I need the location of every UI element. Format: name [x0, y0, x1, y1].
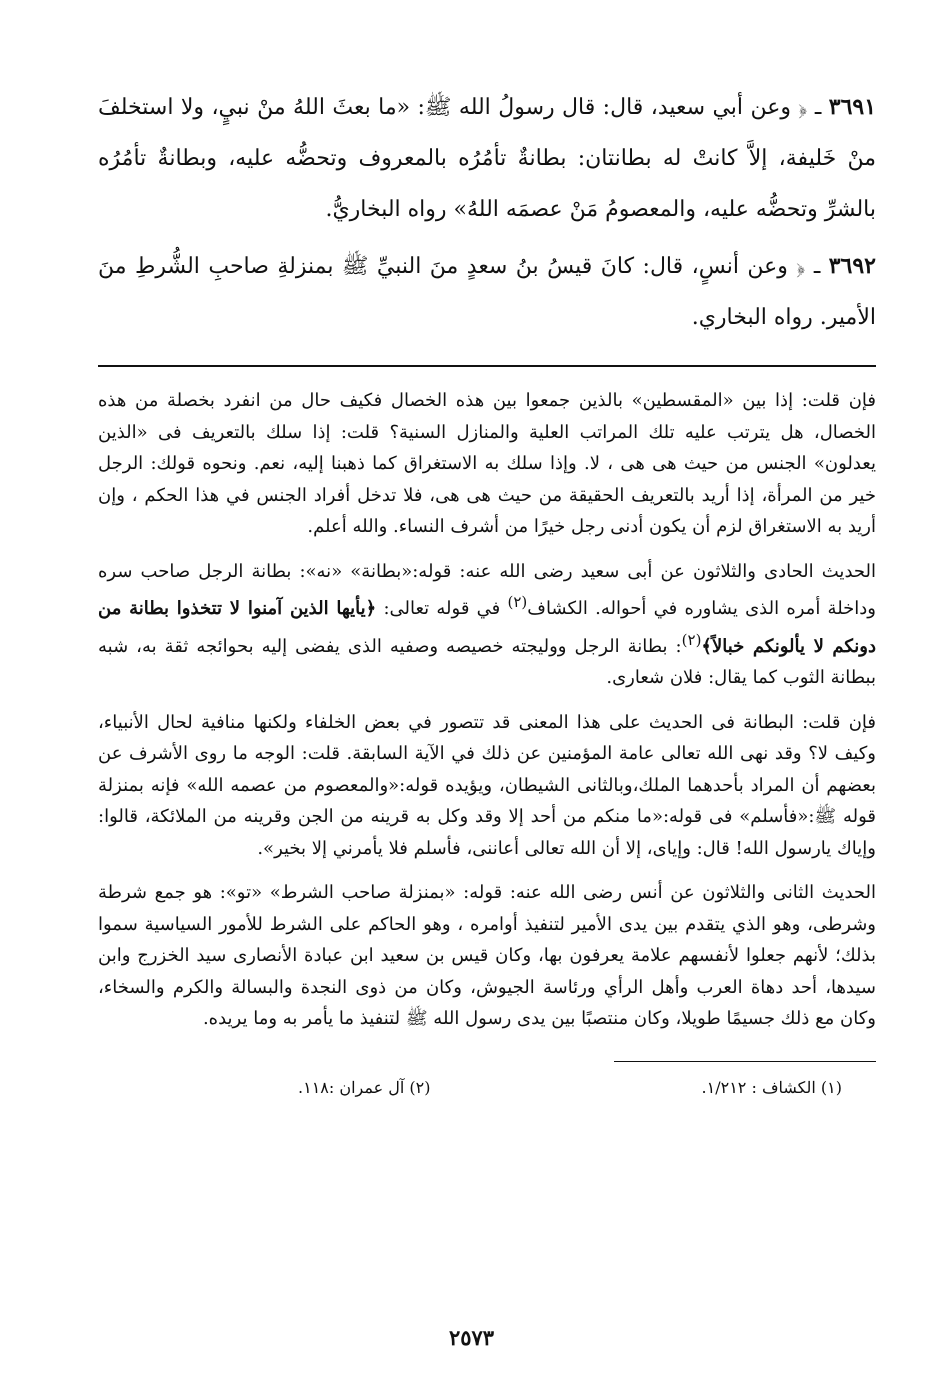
commentary-text: الحديث الحادى والثلاثون عن أبى سعيد رضى الله عنه: قوله:«بطانة» «نه»: بطانة الرجل صاحب سره وداخلة أمره الذى يشاوره في أحواله. الكشاف	[98, 560, 876, 619]
section-divider	[98, 365, 876, 367]
footnote-ref: (٢)	[681, 630, 702, 649]
commentary-paragraph: الحديث الثانى والثلاثون عن أنس رضى الله عنه: قوله: «بمنزلة صاحب الشرط» «تو»: هو جمع شرطة وشرطى، وهو الذي يتقدم بين يدى الأمير لتنفيذ أوامره ، وهو الحاكم على الشرط للأمور السياسية سموا بذلك؛ لأنهم جعلوا لأنفسهم علامة يعرفون بها، وكان قيس بن سعيد ابن عبادة الأنصارى سيد الخزرج وابن سيدها، أحد دهاة العرب وأهل الرأي ورئاسة الجيوش، وكان من ذوى النجدة والبسالة والكرم والسخاء، وكان مع ذلك جسيمًا طويلا، وكان منتصبًا بين يدى رسول الله ﷺ لتنفيذ ما يأمر به وما يريده.	[98, 882, 877, 1029]
commentary-text: : بطانة الرجل ووليجته خصيصه وصفيه الذى يفضى إليه بحوائجه ثقة به، شبه ببطانة الثوب كما يقال: فلان شعارى.	[98, 635, 876, 688]
hadith-3692	[98, 241, 876, 343]
footnote-divider	[614, 1061, 876, 1062]
footnote-ref: (٢)	[507, 593, 528, 611]
commentary-paragraph: فإن قلت: البطانة فى الحديث على هذا المعنى قد تتصور في بعض الخلفاء ولكنها منافية لحال الأنبياء، وكيف لا؟ وقد نهى الله تعالى عامة المؤمنين عن ذلك في الآية السابقة. قلت: الوجه ما روى الأشرف عن بعضهم أن المراد بأحدهما الملك،وبالثانى الشيطان، ويؤيده قوله:«والمعصوم من عصمه الله» فإنه بمنزلة قوله ﷺ:«فأسلم» فى قوله:«ما منكم من أحد إلا وقد وكل به قرينه من الجن وقرينه من الملائكة، قالوا: وإياك يارسول الله! قال: وإياى، إلا أن الله تعالى أعاننى، فأسلم فلا يأمرني إلا بخير».	[98, 711, 876, 859]
hadith-3691	[98, 82, 876, 235]
page-number: ٢٥٧٣	[448, 1325, 495, 1350]
page-body	[98, 82, 876, 1097]
hadith-number: ٣٦٩٢	[828, 253, 876, 279]
hadith-number: ٣٦٩١	[828, 94, 877, 120]
commentary-paragraph	[98, 556, 876, 694]
footnotes	[98, 1078, 876, 1097]
commentary-paragraph: فإن قلت: إذا بين «المقسطين» بالذين جمعوا بين هذه الخصال فكيف حال من انفرد بخصلة من هذه الخصال، هل يترتب عليه تلك المراتب العلية والمنازل السنية؟ قلت: إذا سلك بالتعريف فى «الذين يعدلون» الجنس من حيث هى هى ، لا. وإذا سلك به الاستغراق كما ذهبنا إليه، نعم. ونحوه قولك: الرجل خير من المرأة، إذا أريد بالتعريف الحقيقة من حيث هى هى، فلا تدخل أفراد الجنس في هذا الحكم ، وإن أريد به الاستغراق لزم أن يكون أدنى رجل خيرًا من أشرف النساء. والله أعلم.	[98, 390, 876, 537]
footnote-1: (١) الكشاف : ١/٢١٢.	[701, 1077, 842, 1097]
hadith-text: ـ ﴿ وعن أنسٍ، قال: كانَ قيسُ بنُ سعدٍ منَ النبيِّ ﷺ بمنزلةِ صاحبِ الشُّرطِ منَ الأمير. رواه البخاري.	[98, 254, 876, 330]
hadith-text: ـ ﴿ وعن أبي سعيد، قال: قال رسولُ الله ﷺ: «ما بعثَ اللهُ منْ نبيٍ، ولا استخلفَ منْ خَليفة، إلاَّ كانتْ له بطانتان: بطانةٌ تأمُرُه بالمعروف وتحضُّه عليه، وبطانةٌ تأمُرُه بالشرِّ وتحضُّه عليه، والمعصومُ مَنْ عصمَه اللهُ» رواه البخاريُّ.	[98, 95, 876, 222]
footnote-2: (٢) آل عمران :١١٨.	[298, 1077, 431, 1097]
commentary-text: في قوله تعالى:	[376, 598, 508, 619]
quran-verse: ﴿يأيها الذين آمنوا لا تتخذوا بطانة من دونكم لا يألونكم خبالاً﴾	[98, 598, 877, 657]
